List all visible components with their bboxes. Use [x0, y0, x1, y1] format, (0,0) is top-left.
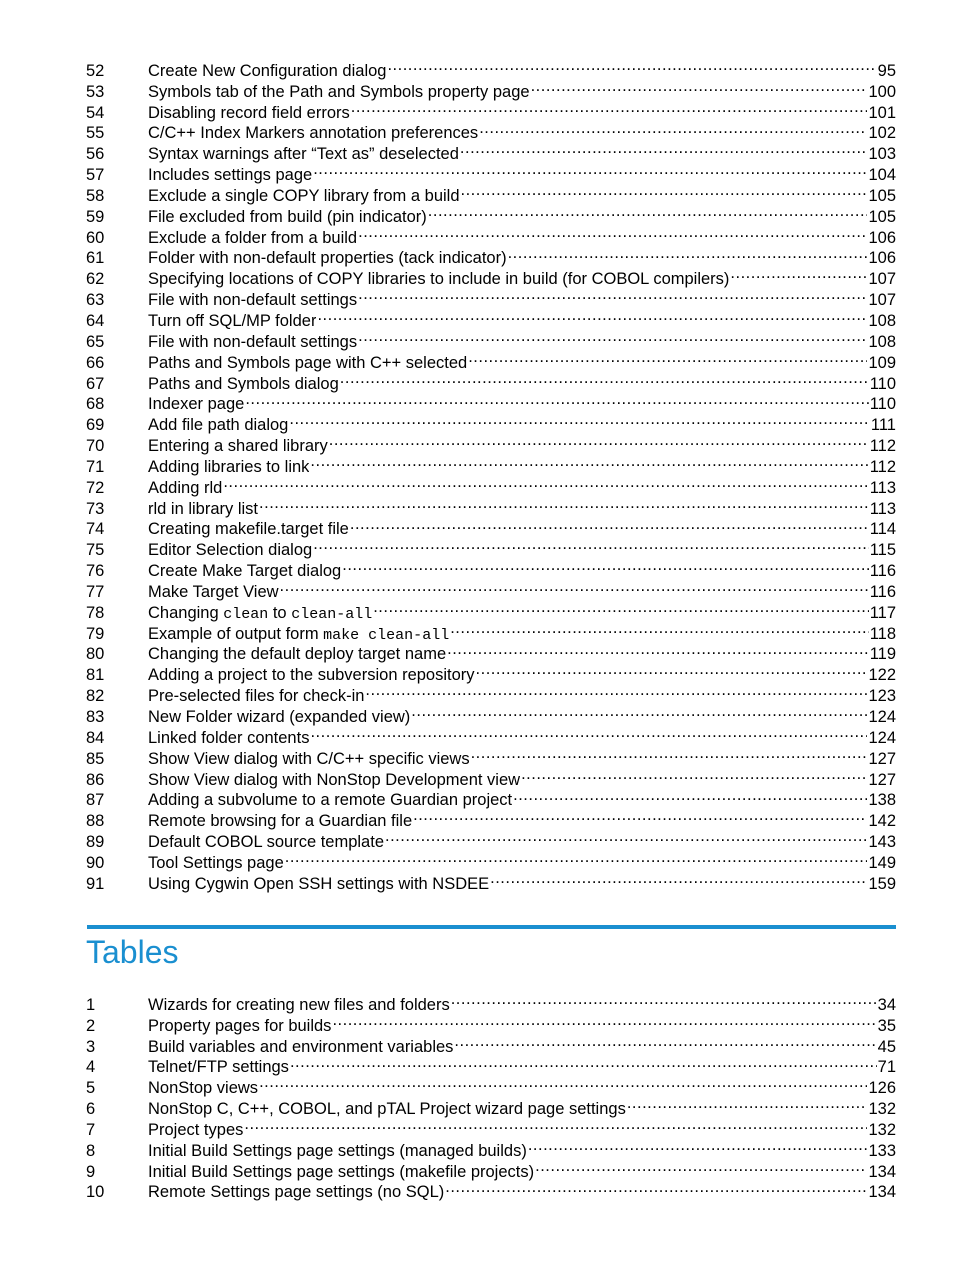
entry-number: 73 [86, 499, 105, 518]
entry-title: Creating makefile.target file [148, 520, 349, 539]
entry-number: 81 [86, 666, 105, 685]
entry-number: 67 [86, 374, 105, 393]
entry-title: Remote Settings page settings (no SQL) [148, 1183, 445, 1202]
code-term: make clean-all [323, 626, 450, 644]
dot-leader [258, 1072, 867, 1093]
entry-title: NonStop C, C++, COBOL, and pTAL Project wizard page settings [148, 1100, 626, 1119]
entry-title: Wizards for creating new files and folders [148, 995, 450, 1014]
entry-page: 105 [868, 186, 896, 205]
entry-number: 7 [86, 1120, 96, 1139]
entry-title: Build variables and environment variables [148, 1037, 454, 1056]
entry-page: 111 [870, 416, 896, 435]
entry-page: 126 [868, 1079, 896, 1098]
entry-page: 118 [869, 624, 896, 643]
dot-leader [364, 680, 867, 701]
entry-title: Add file path dialog [148, 416, 289, 435]
dot-leader [339, 368, 869, 389]
entry-number: 6 [86, 1100, 96, 1119]
code-term: clean-all [291, 605, 373, 623]
entry-title: Paths and Symbols page with C++ selected [148, 353, 468, 372]
entry-number: 56 [86, 145, 105, 164]
entry-title: Syntax warnings after “Text as” deselected [148, 145, 459, 164]
dot-leader [384, 826, 867, 847]
entry-number: 75 [86, 541, 105, 560]
entry-number: 87 [86, 791, 105, 810]
dot-leader [244, 389, 868, 410]
dot-leader [341, 555, 868, 576]
dot-leader [289, 1052, 877, 1073]
entry-page: 127 [868, 749, 896, 768]
dot-leader [444, 1177, 867, 1198]
entry-page: 101 [868, 103, 896, 122]
list-of-figures [86, 55, 896, 893]
dot-leader [309, 451, 868, 472]
entry-page: 105 [868, 207, 896, 226]
dot-leader [372, 597, 868, 618]
entry-page: 124 [868, 728, 896, 747]
entry-page: 34 [877, 995, 896, 1014]
entry-title: Using Cygwin Open SSH settings with NSDEE [148, 874, 490, 893]
entry-page: 113 [869, 478, 896, 497]
entry-title: Includes settings page [148, 166, 313, 185]
entry-number: 79 [86, 624, 105, 643]
section-divider [87, 925, 896, 929]
dot-leader [449, 618, 868, 639]
dot-leader [357, 284, 867, 305]
dot-leader [243, 1114, 867, 1135]
entry-title: File with non-default settings [148, 332, 358, 351]
dot-leader [534, 1156, 867, 1177]
dot-leader [427, 201, 868, 222]
entry-title: Changing the default deploy target name [148, 645, 447, 664]
dot-leader [507, 243, 868, 264]
entry-page: 71 [877, 1058, 896, 1077]
entry-page: 134 [868, 1162, 896, 1181]
entry-page: 143 [868, 833, 896, 852]
table-entry[interactable] [86, 989, 896, 1014]
entry-title: Adding rld [148, 478, 223, 497]
entry-page: 106 [868, 228, 896, 247]
dot-leader [410, 701, 867, 722]
entry-number: 4 [86, 1058, 96, 1077]
entry-number: 9 [86, 1162, 96, 1181]
dot-leader [288, 409, 870, 430]
entry-title: NonStop views [148, 1079, 259, 1098]
dot-leader [489, 868, 867, 889]
entry-title: Property pages for builds [148, 1016, 332, 1035]
dot-leader [520, 764, 867, 785]
entry-number: 77 [86, 582, 105, 601]
entry-page: 119 [869, 645, 896, 664]
dot-leader [460, 180, 868, 201]
entry-title: Indexer page [148, 395, 245, 414]
entry-page: 108 [868, 311, 896, 330]
entry-title: Create Make Target dialog [148, 562, 342, 581]
entry-title-text: to [268, 603, 292, 622]
dot-leader [357, 326, 867, 347]
entry-page: 127 [868, 770, 896, 789]
dot-leader [450, 989, 877, 1010]
entry-title: Editor Selection dialog [148, 541, 313, 560]
entry-page: 132 [868, 1120, 896, 1139]
entry-page: 100 [868, 82, 896, 101]
entry-number: 57 [86, 166, 105, 185]
dot-leader [478, 118, 867, 139]
entry-title: rld in library list [148, 499, 259, 518]
entry-number: 58 [86, 186, 105, 205]
entry-number: 76 [86, 562, 105, 581]
figure-entry[interactable] [86, 55, 896, 80]
entry-number: 84 [86, 728, 105, 747]
dot-leader [412, 805, 867, 826]
entry-number: 66 [86, 353, 105, 372]
entry-number: 3 [86, 1037, 96, 1056]
entry-title [148, 603, 372, 626]
entry-number: 65 [86, 332, 105, 351]
dot-leader [459, 138, 868, 159]
entry-number: 62 [86, 270, 105, 289]
entry-page: 35 [877, 1016, 896, 1035]
entry-number: 5 [86, 1079, 96, 1098]
entry-title: Initial Build Settings page settings (makefile projects) [148, 1162, 535, 1181]
entry-title: Exclude a folder from a build [148, 228, 358, 247]
entry-number: 68 [86, 395, 105, 414]
tables-heading: Tables [86, 934, 179, 970]
dot-leader [470, 743, 868, 764]
dot-leader [475, 659, 868, 680]
entry-page: 116 [869, 582, 896, 601]
entry-number: 88 [86, 812, 105, 831]
entry-page: 106 [868, 249, 896, 268]
entry-title: Initial Build Settings page settings (managed builds) [148, 1141, 527, 1160]
entry-number: 71 [86, 457, 105, 476]
entry-page: 112 [869, 437, 896, 456]
entry-page: 142 [868, 812, 896, 831]
entry-title: File excluded from build (pin indicator) [148, 207, 427, 226]
dot-leader [312, 159, 867, 180]
dot-leader [316, 305, 867, 326]
entry-number: 59 [86, 207, 105, 226]
entry-title: Tool Settings page [148, 853, 284, 872]
entry-page: 132 [868, 1100, 896, 1119]
entry-page: 95 [877, 61, 896, 80]
entry-title: Default COBOL source template [148, 833, 384, 852]
code-term: clean [223, 605, 269, 623]
entry-title: Remote browsing for a Guardian file [148, 812, 413, 831]
entry-number: 82 [86, 687, 105, 706]
entry-title: Linked folder contents [148, 728, 310, 747]
entry-title [148, 624, 449, 647]
entry-page: 159 [868, 874, 896, 893]
entry-title: Telnet/FTP settings [148, 1058, 289, 1077]
entry-number: 91 [86, 874, 105, 893]
entry-page: 102 [868, 124, 896, 143]
dot-leader [350, 97, 868, 118]
entry-title: Adding a subvolume to a remote Guardian project [148, 791, 513, 810]
dot-leader [328, 430, 869, 451]
entry-number: 54 [86, 103, 105, 122]
entry-number: 8 [86, 1141, 96, 1160]
entry-page: 114 [869, 520, 896, 539]
entry-page: 123 [868, 687, 896, 706]
entry-page: 103 [868, 145, 896, 164]
entry-number: 61 [86, 249, 105, 268]
entry-number: 63 [86, 291, 105, 310]
entry-title: Entering a shared library [148, 437, 328, 456]
entry-title: Folder with non-default properties (tack indicator) [148, 249, 507, 268]
entry-number: 80 [86, 645, 105, 664]
entry-number: 83 [86, 708, 105, 726]
entry-number: 90 [86, 853, 105, 872]
dot-leader [357, 222, 867, 243]
entry-page: 110 [869, 374, 896, 393]
dot-leader [284, 847, 868, 868]
entry-title: Exclude a single COPY library from a build [148, 186, 460, 205]
entry-page: 133 [868, 1141, 896, 1160]
dot-leader [626, 1093, 868, 1114]
list-of-tables [86, 989, 896, 1202]
entry-page: 124 [868, 708, 896, 726]
dot-leader [446, 639, 869, 660]
entry-number: 70 [86, 437, 105, 456]
entry-page: 45 [877, 1037, 896, 1056]
entry-page: 122 [868, 666, 896, 685]
entry-page: 107 [868, 291, 896, 310]
entry-page: 112 [869, 457, 896, 476]
dot-leader [312, 534, 869, 555]
dot-leader [279, 576, 869, 597]
dot-leader [331, 1010, 876, 1031]
entry-page: 138 [868, 791, 896, 810]
entry-title-text: Changing [148, 603, 224, 622]
entry-title: Project types [148, 1120, 244, 1139]
entry-page: 116 [869, 562, 896, 581]
entry-number: 2 [86, 1016, 96, 1035]
entry-title: File with non-default settings [148, 291, 358, 310]
entry-title: Specifying locations of COPY libraries to include in build (for COBOL compilers) [148, 270, 730, 289]
dot-leader [222, 472, 868, 493]
entry-title: C/C++ Index Markers annotation preferences [148, 124, 479, 143]
dot-leader [512, 785, 867, 806]
entry-number: 89 [86, 833, 105, 852]
entry-number: 60 [86, 228, 105, 247]
entry-page: 115 [869, 541, 896, 560]
entry-title: Adding libraries to link [148, 457, 310, 476]
entry-number: 69 [86, 416, 105, 435]
dot-leader [527, 1135, 868, 1156]
entry-number: 10 [86, 1183, 105, 1202]
entry-number: 64 [86, 311, 105, 330]
entry-page: 149 [868, 853, 896, 872]
entry-page: 113 [869, 499, 896, 518]
entry-page: 110 [869, 395, 896, 414]
entry-page: 104 [868, 166, 896, 185]
dot-leader [349, 514, 869, 535]
entry-title: Make Target View [148, 582, 279, 601]
entry-title: New Folder wizard (expanded view) [148, 708, 411, 726]
entry-number: 53 [86, 82, 105, 101]
entry-page: 107 [868, 270, 896, 289]
entry-page: 134 [868, 1183, 896, 1202]
dot-leader [386, 55, 876, 76]
entry-page: 108 [868, 332, 896, 351]
entry-number: 1 [86, 995, 96, 1014]
entry-page: 109 [868, 353, 896, 372]
entry-title: Paths and Symbols dialog [148, 374, 339, 393]
entry-title: Create New Configuration dialog [148, 61, 387, 80]
dot-leader [258, 493, 869, 514]
entry-title: Turn off SQL/MP folder [148, 311, 317, 330]
dot-leader [309, 722, 867, 743]
dot-leader [467, 347, 867, 368]
entry-title: Disabling record field errors [148, 103, 350, 122]
entry-title-text: Example of output form [148, 624, 324, 643]
entry-number: 55 [86, 124, 105, 143]
dot-leader [729, 263, 867, 284]
entry-page: 117 [869, 603, 896, 622]
entry-number: 52 [86, 61, 105, 80]
dot-leader [453, 1031, 876, 1052]
entry-title: Show View dialog with NonStop Development view [148, 770, 521, 789]
entry-number: 78 [86, 603, 105, 622]
entry-number: 86 [86, 770, 105, 789]
entry-title: Show View dialog with C/C++ specific views [148, 749, 470, 768]
dot-leader [530, 76, 868, 97]
entry-number: 74 [86, 520, 105, 539]
entry-title: Pre-selected files for check-in [148, 687, 365, 706]
entry-number: 72 [86, 478, 105, 497]
entry-title: Adding a project to the subversion repository [148, 666, 475, 685]
entry-number: 85 [86, 749, 105, 768]
entry-title: Symbols tab of the Path and Symbols property page [148, 82, 530, 101]
